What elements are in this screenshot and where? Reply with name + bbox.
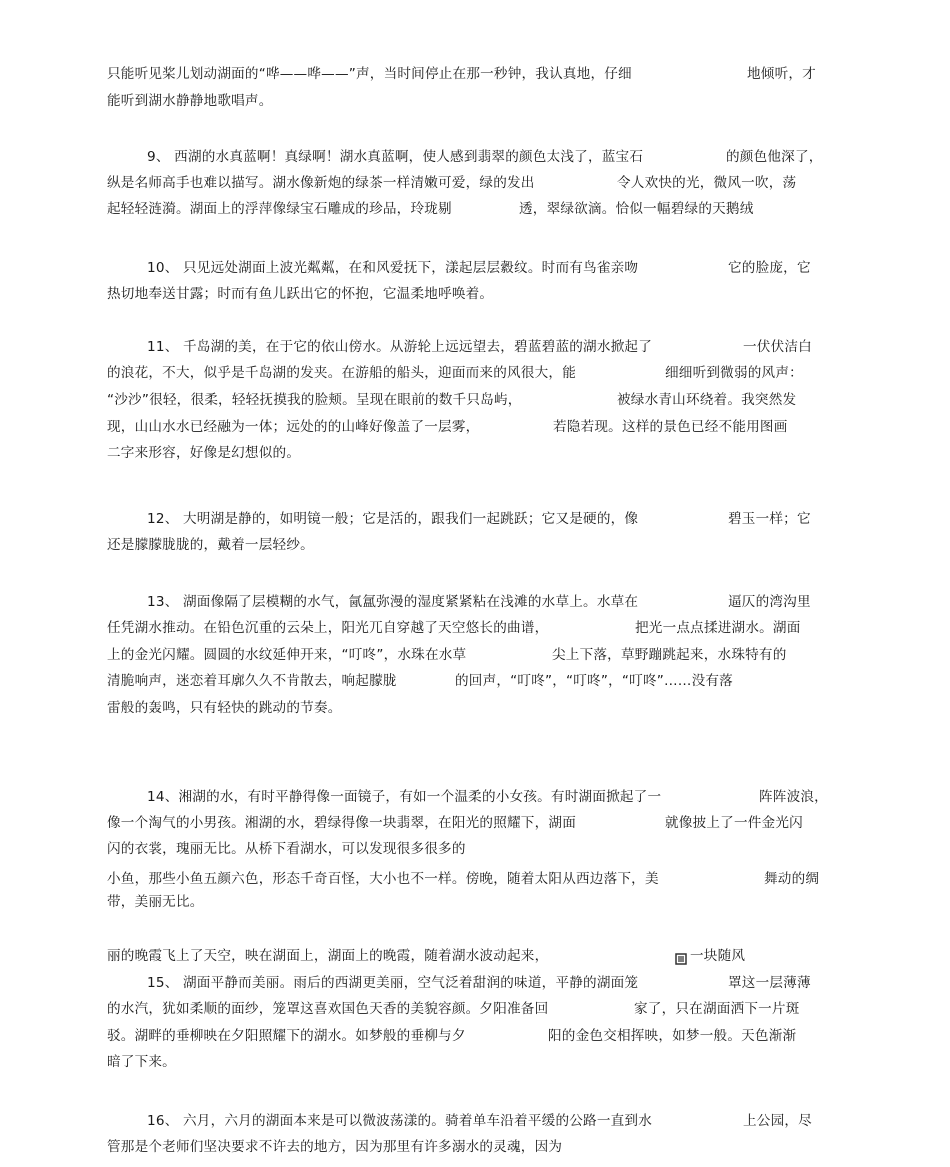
text-segment: 碧玉一样；它 (728, 511, 811, 527)
text-segment: 16、 六月，六月的湖面本来是可以微波荡漾的。骑着单车沿着平缓的公路一直到水 (147, 1113, 652, 1129)
text-segment: 逼仄的湾沟里 (728, 594, 811, 610)
text-segment: 阵阵波浪， (759, 789, 828, 805)
text-segment: 透，翠绿欲滴。恰似一幅碧绿的天鹅绒 (519, 201, 754, 217)
text-segment: 12、 大明湖是静的，如明镜一般；它是活的，跟我们一起跳跃；它又是硬的，像 (147, 511, 639, 527)
text-segment: 的颜色他深了， (726, 149, 823, 165)
text-segment: 清脆响声，迷恋着耳廓久久不肯散去，响起朦胧 (107, 673, 397, 689)
text-segment: 尖上下落，草野蹦跳起来，水珠特有的 (552, 647, 787, 663)
text-segment: 还是朦朦胧胧的，戴着一层轻纱。 (107, 537, 314, 553)
text-segment: 纵是名师高手也难以描写。湖水像新炮的绿茶一样清嫩可爱，绿的发出 (107, 175, 535, 191)
text-segment: 一伏伏洁白 (743, 339, 812, 355)
text-segment: 能听到湖水静静地歌唱声。 (107, 93, 273, 109)
text-segment: 家了，只在湖面洒下一片斑 (634, 1001, 800, 1017)
text-segment: 它的脸庞，它 (728, 260, 811, 276)
text-segment: 就像披上了一件金光闪 (665, 815, 803, 831)
glyph-mark-icon (675, 950, 687, 962)
text-segment: 闪的衣裳，瑰丽无比。从桥下看湖水，可以发现很多很多的 (107, 841, 466, 857)
text-segment: 的回声，“叮咚”，“叮咚”，“叮咚”……没有落 (455, 673, 733, 689)
text-segment: 小鱼，那些小鱼五颜六色，形态千奇百怪，大小也不一样。傍晚，随着太阳从西边落下，美 (107, 871, 659, 887)
text-segment: 二字来形容，好像是幻想似的。 (107, 445, 301, 461)
text-segment: 14、湘湖的水，有时平静得像一面镜子，有如一个温柔的小女孩。有时湖面掀起了一 (147, 789, 662, 805)
text-segment: 带，美丽无比。 (107, 894, 204, 910)
text-segment: 10、 只见远处湖面上波光粼粼，在和风爱抚下，漾起层层縠纹。时而有鸟雀亲吻 (147, 260, 639, 276)
text-segment: 的水汽，犹如柔顺的面纱，笼罩这喜欢国色天香的美貌容颜。夕阳准备回 (107, 1001, 549, 1017)
text-segment: 只能听见桨儿划动湖面的“哗——哗——”声，当时间停止在那一秒钟，我认真地，仔细 (107, 66, 632, 82)
text-segment: 11、 千岛湖的美，在于它的依山傍水。从游轮上远远望去，碧蓝碧蓝的湖水掀起了 (147, 339, 652, 355)
text-segment: 上的金光闪耀。圆圆的水纹延伸开来，“叮咚”，水珠在水草 (107, 647, 467, 663)
text-segment: 像一个淘气的小男孩。湘湖的水，碧绿得像一块翡翠，在阳光的照耀下，湖面 (107, 815, 576, 831)
text-segment: 阳的金色交相挥映，如梦一般。天色渐渐 (548, 1028, 797, 1044)
text-segment: 13、 湖面像隔了层模糊的水气，氤氲弥漫的湿度紧紧粘在浅滩的水草上。水草在 (147, 594, 639, 610)
text-segment: 15、 湖面平静而美丽。雨后的西湖更美丽，空气泛着甜润的味道，平静的湖面笼 (147, 975, 639, 991)
text-segment: 上公园，尽 (743, 1113, 812, 1129)
text-segment: 的浪花，不大，似乎是千岛湖的发夹。在游船的船头，迎面而来的风很大，能 (107, 365, 576, 381)
text-segment: 一块随风 (690, 948, 746, 964)
text-segment: 现，山山水水已经融为一体；远处的的山峰好像盖了一层雾， (107, 419, 480, 435)
text-segment: 被绿水青山环绕着。我突然发 (617, 392, 797, 408)
text-segment: 9、 西湖的水真蓝啊！真绿啊！湖水真蓝啊，使人感到翡翠的颜色太浅了，蓝宝石 (147, 149, 644, 165)
text-segment: 丽的晚霞飞上了天空，映在湖面上，湖面上的晚霞，随着湖水波动起来， (107, 948, 549, 964)
text-segment: 任凭湖水推动。在铅色沉重的云朵上，阳光兀自穿越了天空悠长的曲谱， (107, 620, 549, 636)
text-segment: 细细听到微弱的风声： (665, 365, 803, 381)
text-segment: 令人欢快的光，微风一吹，荡 (617, 175, 797, 191)
text-segment: 若隐若现。这样的景色已经不能用图画 (553, 419, 788, 435)
text-segment: “沙沙”很轻，很柔，轻轻抚摸我的脸颊。呈现在眼前的数千只岛屿， (107, 392, 522, 408)
text-segment: 舞动的绸 (764, 871, 820, 887)
text-segment: 罩这一层薄薄 (728, 975, 811, 991)
text-segment: 热切地奉送甘露；时而有鱼儿跃出它的怀抱，它温柔地呼唤着。 (107, 286, 494, 302)
text-segment: 驳。湖畔的垂柳映在夕阳照耀下的湖水。如梦般的垂柳与夕 (107, 1028, 466, 1044)
text-segment: 起轻轻涟漪。湖面上的浮萍像绿宝石雕成的珍品，玲珑剔 (107, 201, 452, 217)
text-segment: 管那是个老师们坚决要求不许去的地方，因为那里有许多溺水的灵魂，因为 (107, 1139, 563, 1155)
text-segment: 雷般的轰鸣，只有轻快的跳动的节奏。 (107, 700, 342, 716)
text-segment: 暗了下来。 (107, 1054, 176, 1070)
text-segment: 把光一点点揉进湖水。湖面 (635, 620, 801, 636)
text-segment: 地倾听，才 (747, 66, 816, 82)
